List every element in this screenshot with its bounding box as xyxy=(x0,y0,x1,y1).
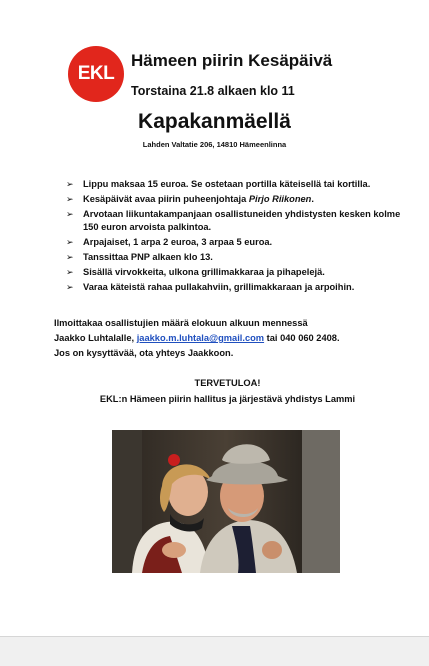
arrowhead-bullet-icon: ➢ xyxy=(66,237,74,247)
list-item-text: Arvotaan liikuntakampanjaan osallistuneiden yhdistysten kesken kolme 150 euron arvoista palkintoa. xyxy=(83,209,401,232)
arrowhead-bullet-icon: ➢ xyxy=(66,267,74,277)
viewer-status-bar xyxy=(0,636,429,666)
list-item-text: Kesäpäivät avaa piirin puheenjohtaja xyxy=(83,194,249,204)
dancing-couple-photo xyxy=(112,430,340,573)
list-item-text: Varaa käteistä rahaa pullakahviin, grillimakkaraan ja arpoihin. xyxy=(83,282,355,292)
logo-text: EKL xyxy=(77,63,115,84)
venue-name: Kapakanmäellä xyxy=(138,110,291,133)
notice-line-2 xyxy=(54,331,414,346)
list-item xyxy=(62,251,407,264)
list-item-text: Tanssittaa PNP alkaen klo 13. xyxy=(83,252,213,262)
list-item xyxy=(62,208,407,234)
event-title: Hämeen piirin Kesäpäivä xyxy=(131,51,333,70)
registration-notice xyxy=(54,316,414,361)
arrowhead-bullet-icon: ➢ xyxy=(66,209,74,219)
list-item-text-end: . xyxy=(311,194,314,204)
notice-line-1: Ilmoittakaa osallistujien määrä elokuun alkuun mennessä xyxy=(54,318,308,328)
arrowhead-bullet-icon: ➢ xyxy=(66,194,74,204)
welcome-text: TERVETULOA! xyxy=(194,378,261,388)
contact-phone: tai 040 060 2408. xyxy=(264,333,340,343)
contact-name: Jaakko Luhtalalle, xyxy=(54,333,137,343)
list-item xyxy=(62,236,407,249)
list-item xyxy=(62,266,407,279)
venue-address: Lahden Valtatie 206, 14810 Hämeenlinna xyxy=(142,140,287,149)
email-link[interactable]: jaakko.m.luhtala@gmail.com xyxy=(136,333,265,343)
list-item-text: Sisällä virvokkeita, ulkona grillimakkaraa ja pihapelejä. xyxy=(83,267,325,277)
ekl-logo xyxy=(68,46,124,102)
list-item xyxy=(62,178,407,191)
list-item xyxy=(62,193,407,206)
arrowhead-bullet-icon: ➢ xyxy=(66,282,74,292)
organizer-signature: EKL:n Hämeen piirin hallitus ja järjestävä yhdistys Lammi xyxy=(99,394,356,404)
notice-line-3: Jos on kysyttävää, ota yhteys Jaakkoon. xyxy=(54,348,234,358)
chairperson-name: Pirjo Riikonen xyxy=(248,194,312,204)
event-date: Torstaina 21.8 alkaen klo 11 xyxy=(131,84,295,98)
info-list xyxy=(62,178,407,296)
list-item-text: Arpajaiset, 1 arpa 2 euroa, 3 arpaa 5 euroa. xyxy=(83,237,273,247)
list-item-text: Lippu maksaa 15 euroa. Se ostetaan portilla käteisellä tai kortilla. xyxy=(83,179,371,189)
list-item xyxy=(62,281,407,294)
arrowhead-bullet-icon: ➢ xyxy=(66,179,74,189)
arrowhead-bullet-icon: ➢ xyxy=(66,252,74,262)
